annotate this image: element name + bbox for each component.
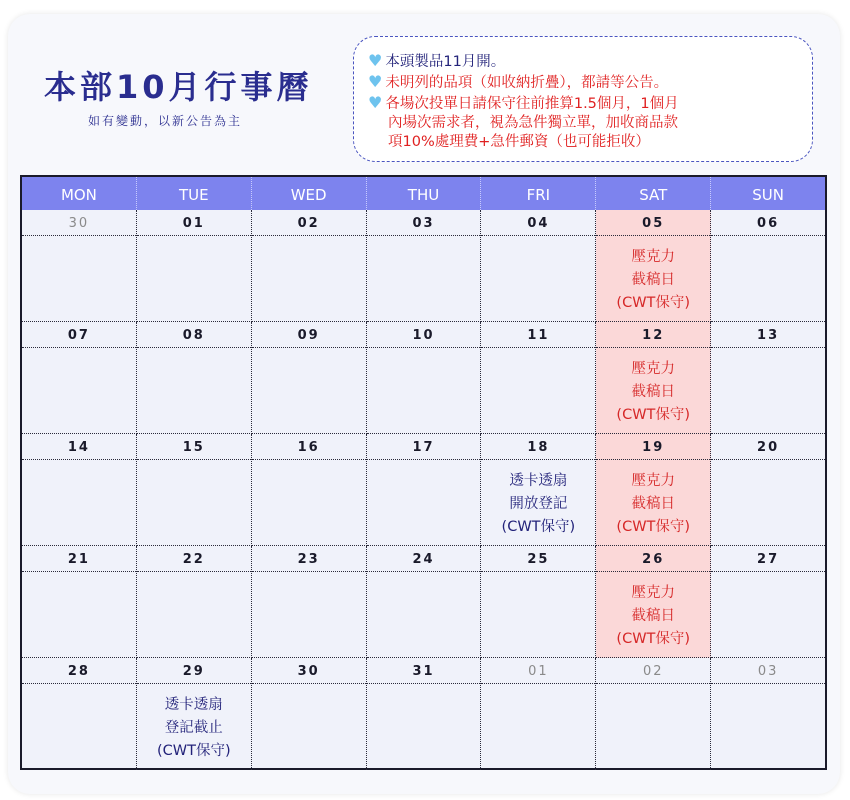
day-event [481,460,595,539]
day-cell[interactable] [137,546,252,658]
day-number: 31 [367,658,481,684]
day-cell[interactable] [711,658,825,770]
week-row [22,546,825,658]
day-number: 24 [367,546,481,572]
day-number: 13 [711,322,825,348]
event-line: (CWT保守) [616,407,691,423]
day-number: 06 [711,210,825,236]
day-cell[interactable] [711,322,825,434]
day-number: 04 [481,210,595,236]
event-line: 截稿日 [631,384,675,400]
day-cell[interactable] [137,434,252,546]
day-number: 14 [22,434,136,460]
day-cell[interactable] [711,434,825,546]
day-cell[interactable] [481,546,596,658]
day-number: 02 [596,658,710,684]
calendar-grid [20,175,827,770]
day-number: 05 [596,210,710,236]
day-number: 08 [137,322,251,348]
day-cell[interactable] [22,434,137,546]
event-line: 透卡透扇 [509,473,568,489]
day-event [596,236,710,315]
day-cell[interactable] [22,210,137,322]
day-event [596,572,710,651]
day-cell[interactable] [367,658,482,770]
day-number: 03 [711,658,825,684]
day-number: 23 [252,546,366,572]
day-cell[interactable] [367,210,482,322]
note-text: 項10%處理費+急件郵資（也可能拒收） [388,134,650,150]
heart-icon: ♥ [368,93,383,112]
event-line: 壓克力 [631,473,675,489]
week-row [22,322,825,434]
day-number: 03 [367,210,481,236]
day-cell[interactable] [22,546,137,658]
day-number: 17 [367,434,481,460]
event-line: 壓克力 [631,361,675,377]
day-number: 21 [22,546,136,572]
weekday-tue: TUE [137,177,252,210]
event-line: 截稿日 [631,608,675,624]
day-number: 26 [596,546,710,572]
day-number: 30 [22,210,136,236]
day-number: 29 [137,658,251,684]
day-number: 02 [252,210,366,236]
note-item [368,72,804,93]
day-cell[interactable] [137,210,252,322]
day-number: 15 [137,434,251,460]
day-cell[interactable] [596,210,711,322]
day-number: 27 [711,546,825,572]
day-event [137,684,251,763]
page-title: 本部10月行事曆 [44,68,313,106]
day-cell[interactable] [596,658,711,770]
weekday-mon: MON [22,177,137,210]
day-number: 07 [22,322,136,348]
page-subtitle: 如有變動，以新公告為主 [88,114,243,128]
day-cell[interactable] [22,322,137,434]
day-cell[interactable] [252,322,367,434]
day-number: 20 [711,434,825,460]
day-cell[interactable] [481,658,596,770]
event-line: 壓克力 [631,249,675,265]
day-cell[interactable] [711,210,825,322]
heart-icon: ♥ [368,51,383,70]
event-line: (CWT保守) [616,519,691,535]
day-number: 12 [596,322,710,348]
event-line: 截稿日 [631,496,675,512]
note-text: 各場次投單日請保守往前推算1.5個月，1個月 [385,96,679,112]
day-cell[interactable] [481,210,596,322]
day-number: 11 [481,322,595,348]
day-number: 01 [137,210,251,236]
event-line: 透卡透扇 [164,697,223,713]
event-line: (CWT保守) [616,295,691,311]
day-cell[interactable] [252,546,367,658]
event-line: 截稿日 [631,272,675,288]
weekday-sun: SUN [752,186,784,204]
weekday-sat: SAT [596,177,711,210]
day-cell[interactable] [22,658,137,770]
notes-box [353,36,813,162]
day-cell[interactable] [367,322,482,434]
weekday-fri: FRI [481,177,596,210]
day-cell[interactable] [481,434,596,546]
note-text: 內場次需求者，視為急件獨立單，加收商品款 [388,115,678,131]
event-line: (CWT保守) [616,631,691,647]
day-number: 30 [252,658,366,684]
day-cell[interactable] [596,434,711,546]
day-number: 10 [367,322,481,348]
week-row [22,210,825,322]
day-cell[interactable] [481,322,596,434]
event-line: 壓克力 [631,585,675,601]
weekday-thu: THU [367,177,482,210]
note-item [368,51,804,72]
day-cell[interactable] [596,546,711,658]
event-line: (CWT保守) [501,519,576,535]
event-line: 開放登記 [509,496,568,512]
heart-icon: ♥ [368,72,383,91]
day-cell[interactable] [711,546,825,658]
event-line: 登記截止 [164,720,223,736]
day-number: 01 [481,658,595,684]
note-text: 本頭製品11月開。 [385,54,506,70]
day-cell[interactable] [252,658,367,770]
note-text: 未明列的品項（如收納折疊），都請等公告。 [385,75,669,91]
day-cell[interactable] [137,658,252,770]
day-number: 25 [481,546,595,572]
weekday-wed: WED [252,177,367,210]
note-item [368,93,804,152]
day-event [596,348,710,427]
week-row [22,658,825,770]
day-number: 09 [252,322,366,348]
day-cell[interactable] [137,322,252,434]
day-number: 19 [596,434,710,460]
day-number: 28 [22,658,136,684]
day-number: 22 [137,546,251,572]
day-cell[interactable] [367,434,482,546]
week-row [22,434,825,546]
day-number: 16 [252,434,366,460]
weekday-header [22,177,825,210]
day-cell[interactable] [367,546,482,658]
day-cell[interactable] [596,322,711,434]
day-cell[interactable] [252,210,367,322]
day-cell[interactable] [252,434,367,546]
day-event [596,460,710,539]
day-number: 18 [481,434,595,460]
event-line: (CWT保守) [156,743,231,759]
